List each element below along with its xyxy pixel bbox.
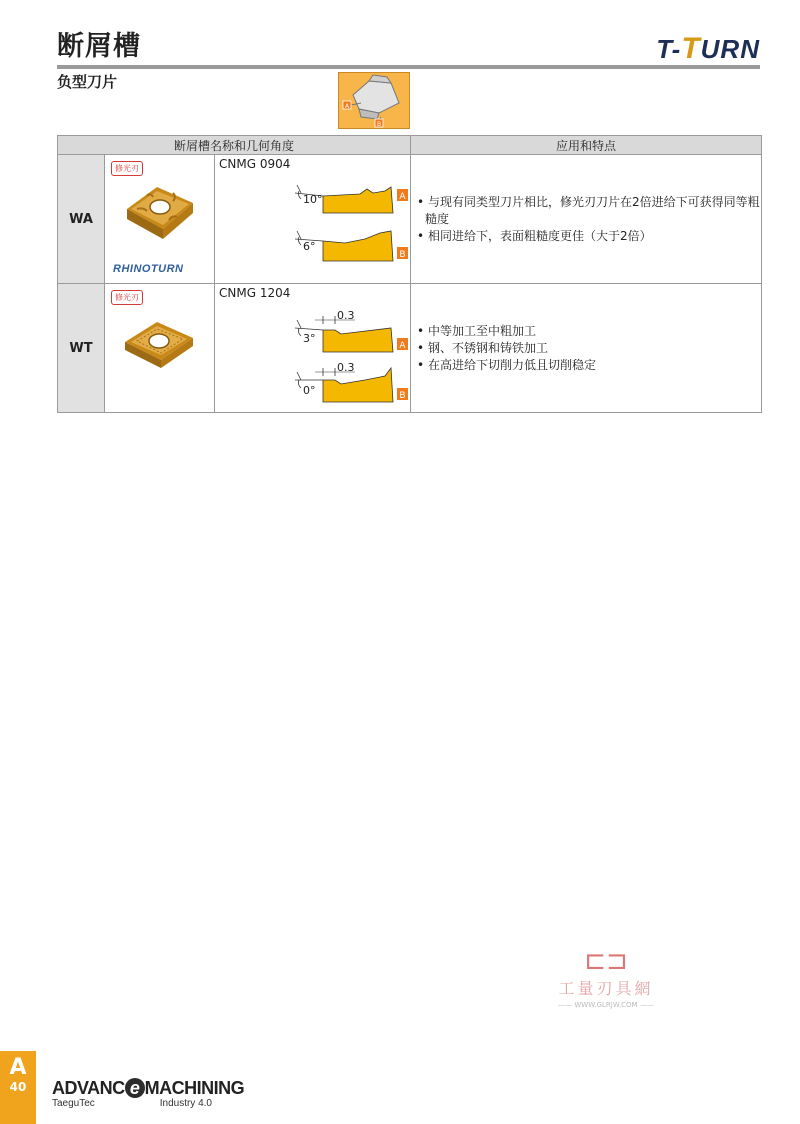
profile-a-angle: 10° bbox=[303, 193, 323, 206]
watermark bbox=[536, 946, 676, 1009]
brand-line1-a: ADVANC bbox=[52, 1078, 125, 1098]
wiper-badge: 修光刃 bbox=[111, 161, 143, 176]
logo-rest: URN bbox=[700, 34, 760, 64]
insert-model: CNMG 0904 bbox=[219, 157, 291, 171]
feature-item: • 在高进给下切削力低且切削稳定 bbox=[415, 357, 761, 374]
profile-b-angle: 6° bbox=[303, 240, 316, 253]
groove-table bbox=[57, 135, 762, 413]
features-cell bbox=[411, 284, 762, 413]
table-row bbox=[58, 284, 762, 413]
profile-b-land: 0.3 bbox=[337, 362, 355, 374]
insert-cell bbox=[105, 155, 215, 284]
feature-item: • 中等加工至中粗加工 bbox=[415, 323, 761, 340]
profile-a bbox=[215, 310, 411, 358]
profile-a-label: A bbox=[399, 192, 406, 202]
profile-a bbox=[215, 181, 411, 221]
page-subtitle: 负型刀片 bbox=[57, 73, 118, 91]
insert-wa-image bbox=[117, 181, 201, 251]
logo-big-t: T bbox=[681, 32, 701, 65]
page-title: 断屑槽 bbox=[57, 31, 141, 62]
insert-wt-image bbox=[117, 310, 201, 380]
schematic-label-b: B bbox=[376, 121, 382, 128]
logo-prefix: T- bbox=[656, 34, 682, 64]
advance-machining-logo bbox=[52, 1078, 244, 1109]
brand-tagline: Industry 4.0 bbox=[159, 1098, 212, 1109]
header-groove-name: 断屑槽名称和几何角度 bbox=[58, 136, 411, 155]
brand-company: TaeguTec bbox=[52, 1098, 95, 1109]
watermark-text: 工量刃具網 bbox=[558, 979, 654, 998]
profile-b-label: B bbox=[399, 391, 406, 401]
profile-b-angle: 0° bbox=[303, 384, 316, 397]
features-cell bbox=[411, 155, 762, 284]
profile-b-label: B bbox=[399, 250, 406, 260]
profile-a-land: 0.3 bbox=[337, 310, 355, 322]
wiper-badge: 修光刃 bbox=[111, 290, 143, 305]
feature-item: • 钢、不锈钢和铸铁加工 bbox=[415, 340, 761, 357]
geometry-cell bbox=[215, 284, 411, 413]
page-number: 40 bbox=[9, 1080, 27, 1094]
profile-a-angle: 3° bbox=[303, 332, 316, 345]
features-list bbox=[415, 323, 761, 374]
header-rule bbox=[57, 65, 760, 69]
rhinoturn-logo: RHINOTURN bbox=[113, 263, 184, 275]
brand-line1-b: MACHINING bbox=[144, 1078, 245, 1098]
brand-e-icon: e bbox=[125, 1078, 145, 1098]
groove-code: WT bbox=[58, 284, 105, 413]
insert-schematic-image bbox=[338, 72, 410, 129]
watermark-url: —— WWW.GLRJW.COM —— bbox=[558, 1001, 654, 1009]
schematic-label-a: A bbox=[344, 103, 350, 110]
section-tab bbox=[0, 1051, 36, 1124]
feature-item: • 与现有同类型刀片相比，修光刃刀片在2倍进给下可获得同等粗糙度 bbox=[415, 194, 761, 228]
watermark-logo-icon: ⊏⊐ bbox=[584, 946, 628, 976]
profile-a-label: A bbox=[399, 341, 406, 351]
feature-item: • 相同进给下，表面粗糙度更佳（大于2倍） bbox=[415, 228, 761, 245]
insert-cell bbox=[105, 284, 215, 413]
profile-b bbox=[215, 362, 411, 408]
geometry-cell bbox=[215, 155, 411, 284]
section-letter: A bbox=[9, 1055, 27, 1080]
groove-code: WA bbox=[58, 155, 105, 284]
t-turn-logo bbox=[656, 32, 760, 66]
insert-model: CNMG 1204 bbox=[219, 286, 291, 300]
header-application: 应用和特点 bbox=[411, 136, 762, 155]
features-list bbox=[415, 194, 761, 245]
table-row bbox=[58, 155, 762, 284]
profile-b bbox=[215, 227, 411, 267]
